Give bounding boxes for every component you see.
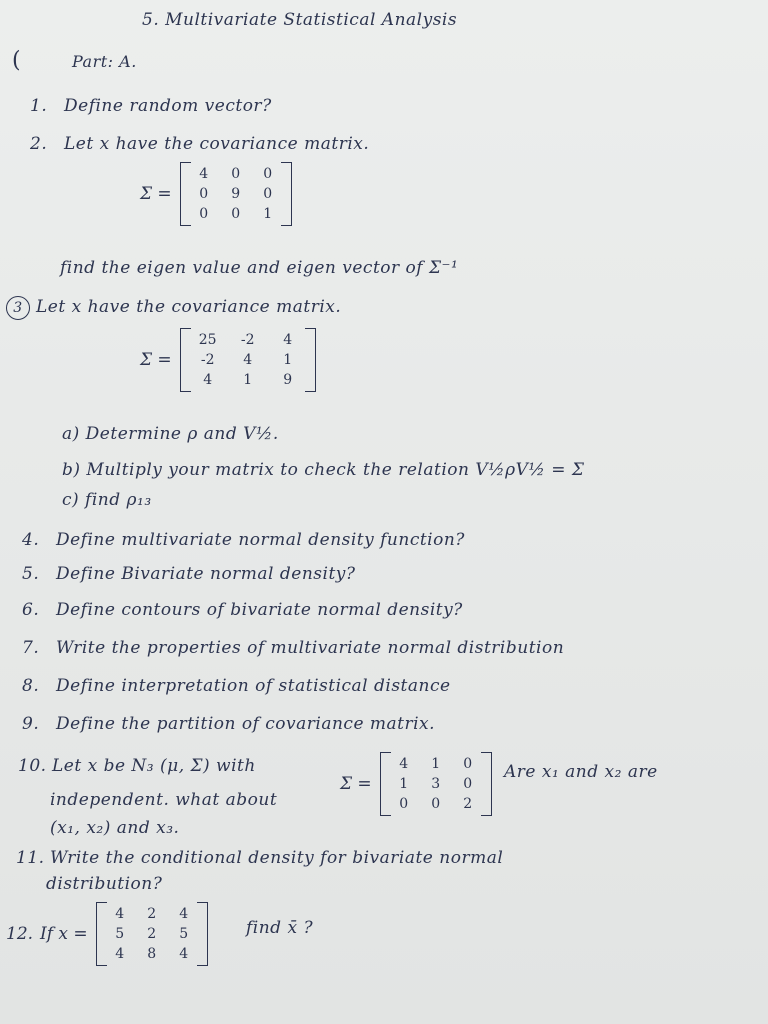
- matrix-cell: 0: [463, 776, 473, 792]
- question-1: 1. Define random vector?: [30, 96, 272, 116]
- matrix-cell: 0: [263, 166, 273, 182]
- matrix-cell: 2: [147, 926, 157, 942]
- matrix-cell: 2: [463, 796, 473, 812]
- matrix-cell: 4: [115, 906, 125, 922]
- matrix-cell: 9: [231, 186, 241, 202]
- matrix-cell: 1: [283, 352, 293, 368]
- question-6: 6. Define contours of bivariate normal density?: [22, 600, 463, 620]
- matrix-cell: 0: [431, 796, 441, 812]
- question-10: 10. Let x be N₃ (μ, Σ) with: [18, 756, 256, 776]
- matrix-cell: 4: [179, 906, 189, 922]
- question-8: 8. Define interpretation of statistical distance: [22, 676, 451, 696]
- matrix-cell: 4: [115, 946, 125, 962]
- matrix-cell: 1: [243, 372, 253, 388]
- matrix-cell: 4: [203, 372, 213, 388]
- question-11-line2: distribution?: [46, 874, 163, 894]
- matrix-cell: 8: [147, 946, 157, 962]
- matrix-cell: 0: [231, 166, 241, 182]
- question-10-tail: Are x₁ and x₂ are: [504, 762, 658, 782]
- question-5: 5. Define Bivariate normal density?: [22, 564, 356, 584]
- matrix-cell: -2: [200, 352, 215, 368]
- question-2-matrix: Σ = 4 0 0 0 9 0 0 0 1: [140, 162, 292, 226]
- question-2-followup: find the eigen value and eigen vector of Σ⁻¹: [60, 258, 459, 278]
- question-9: 9. Define the partition of covariance matrix.: [22, 714, 436, 734]
- question-10-matrix: Σ = 4 1 0 1 3 0 0 0 2: [340, 752, 492, 816]
- question-3c: c) find ρ₁₃: [62, 490, 152, 510]
- matrix-cell: 5: [179, 926, 189, 942]
- question-4: 4. Define multivariate normal density function?: [22, 530, 465, 550]
- question-10-line2: independent. what about: [50, 790, 278, 810]
- question-12-tail: find x̄ ?: [246, 918, 314, 938]
- question-11: 11. Write the conditional density for bivariate normal: [16, 848, 504, 868]
- question-12: 12. If x = 4 2 4 5 2 5 4 8 4: [6, 902, 208, 966]
- matrix-cell: 1: [263, 206, 273, 222]
- question-3: 3 Let x have the covariance matrix.: [6, 296, 341, 320]
- matrix-cell: 4: [179, 946, 189, 962]
- matrix-cell: 0: [399, 796, 409, 812]
- matrix-cell: 2: [147, 906, 157, 922]
- matrix-cell: -2: [240, 332, 255, 348]
- matrix-cell: 1: [399, 776, 409, 792]
- matrix-cell: 25: [198, 332, 217, 348]
- matrix-cell: 3: [431, 776, 441, 792]
- question-7: 7. Write the properties of multivariate normal distribution: [22, 638, 565, 658]
- matrix-cell: 0: [199, 206, 209, 222]
- part-heading: Part: A.: [72, 52, 137, 71]
- matrix-cell: 4: [199, 166, 209, 182]
- question-2: 2. Let x have the covariance matrix.: [30, 134, 370, 154]
- matrix-cell: 1: [431, 756, 441, 772]
- page-title: 5. Multivariate Statistical Analysis: [142, 10, 458, 30]
- matrix-cell: 4: [399, 756, 409, 772]
- matrix-cell: 0: [231, 206, 241, 222]
- question-3b: b) Multiply your matrix to check the relation V½ρV½ = Σ: [62, 460, 585, 480]
- question-10-line3: (x₁, x₂) and x₃.: [50, 818, 180, 838]
- question-3a: a) Determine ρ and V½.: [62, 424, 279, 444]
- matrix-cell: 0: [263, 186, 273, 202]
- matrix-cell: 9: [283, 372, 293, 388]
- matrix-cell: 4: [243, 352, 253, 368]
- matrix-cell: 0: [199, 186, 209, 202]
- matrix-cell: 0: [463, 756, 473, 772]
- question-3-matrix: Σ = 25 -2 4 -2 4 1 4 1 9: [140, 328, 316, 392]
- matrix-cell: 5: [115, 926, 125, 942]
- matrix-cell: 4: [283, 332, 293, 348]
- margin-mark: (: [12, 48, 22, 73]
